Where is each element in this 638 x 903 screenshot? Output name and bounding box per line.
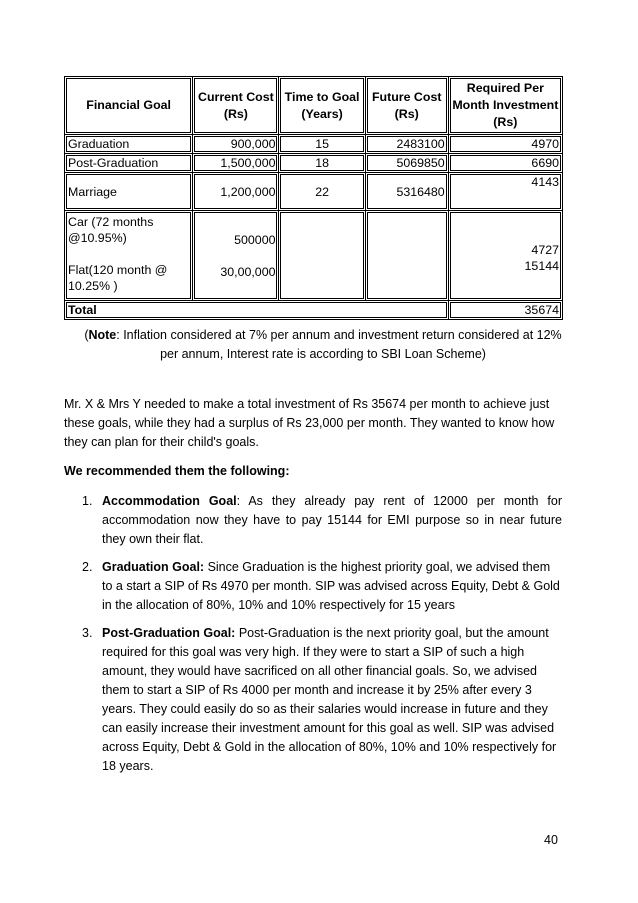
list-item [64,492,562,549]
cell-required: 4970 [448,135,562,154]
list-text [102,558,562,615]
cell-current-cost: 900,000 [193,135,279,154]
table-row [65,135,563,154]
cell-goal: Post-Graduation [65,154,193,173]
cell-time: 22 [279,173,365,211]
list-item [64,624,562,776]
list-title: Accommodation Goal [102,494,237,508]
note-prefix: ( [84,328,89,342]
cell-current-cost-car-flat [193,211,279,301]
table-header-row [65,77,563,135]
cell-goal: Graduation [65,135,193,154]
table-row [65,211,563,301]
total-value: 35674 [448,301,562,320]
cell-time: 18 [279,154,365,173]
cell-future-cost-car-flat [365,211,448,301]
list-number: 3. [82,626,93,640]
table-row [65,173,563,211]
list-text [102,492,562,549]
cell-future-cost: 5069850 [365,154,448,173]
required-car: 4727 [531,242,559,257]
cell-goal: Marriage [65,173,193,211]
cell-required-car-flat [448,211,562,301]
total-label: Total [65,301,449,320]
cell-current-cost: 1,500,000 [193,154,279,173]
goal-car: Car (72 months @10.95%) [68,215,154,245]
cell-required: 4143 [448,173,562,211]
cell-future-cost: 2483100 [365,135,448,154]
header-current-cost: Current Cost (Rs) [193,77,279,135]
header-time-to-goal: Time to Goal (Years) [279,77,365,135]
cell-required: 6690 [448,154,562,173]
recommend-heading: We recommended them the following: [64,464,290,478]
note-text: : Inflation considered at 7% per annum and investment return considered at 12% per annum, Interest rate is according to SBI Loan Scheme) [116,328,562,361]
goal-flat: Flat(120 month @ 10.25% ) [68,263,168,293]
list-text [102,624,562,776]
header-financial-goal: Financial Goal [65,77,193,135]
intro-paragraph: Mr. X & Mrs Y needed to make a total investment of Rs 35674 per month to achieve just these goals, while they had a surplus of Rs 23,000 per month. They wanted to know how they can plan for their child's goals. [64,397,555,449]
cell-current-cost: 1,200,000 [193,173,279,211]
header-required-investment: Required Per Month Investment (Rs) [448,77,562,135]
list-item [64,558,562,615]
page-number: 40 [544,833,558,847]
current-car: 500000 [234,232,276,247]
list-body: Since Graduation is the highest priority goal, we advised them to a start a SIP of Rs 4970 per month. SIP was advised across Equity, Debt & Gold in the allocation of 80%, 10% and 10% respectively for 15 years [102,560,560,612]
cell-time-car-flat [279,211,365,301]
cell-future-cost: 5316480 [365,173,448,211]
required-flat: 15144 [524,258,559,273]
cell-time: 15 [279,135,365,154]
table-total-row [65,301,563,320]
note-label: Note [88,328,117,342]
financial-goals-table [64,76,563,320]
list-title: Graduation Goal: [102,560,205,574]
current-flat: 30,00,000 [220,264,276,279]
list-number: 2. [82,560,93,574]
cell-goal-car-flat [65,211,193,301]
list-body: : As they already pay rent of 12000 per month for accommodation now they have to pay 15144 for EMI purpose so in near future they own their flat. [102,494,562,546]
table-row [65,154,563,173]
table-note [80,326,566,364]
list-title: Post-Graduation Goal: [102,626,236,640]
list-body: Post-Graduation is the next priority goal, but the amount required for this goal was very high. If they were to start a SIP of such a high amount, they would have sacrificed on all other financial goals. So, we advised them to start a SIP of Rs 4000 per month and increase it by 25% after every 3 years. They could easily do so as their salaries would increase in future and they can easily increase their investment amount for this goal as well. SIP was advised across Equity, Debt & Gold in the allocation of 80%, 10% and 10% respectively for 18 years. [102,626,557,773]
list-number: 1. [82,494,93,508]
header-future-cost: Future Cost (Rs) [365,77,448,135]
